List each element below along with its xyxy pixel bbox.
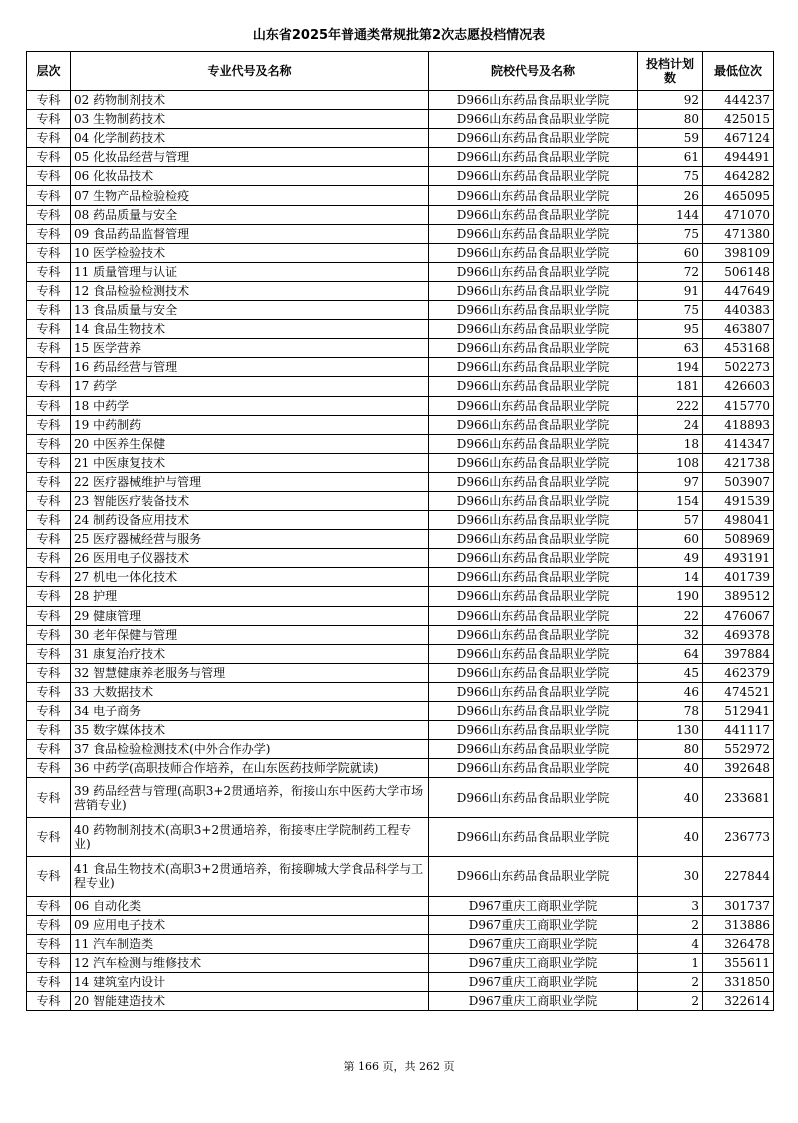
page-title: 山东省2025年普通类常规批第2次志愿投档情况表 [252,28,546,43]
cell-plan: 75 [638,224,703,243]
cell-school: D966山东药品食品职业学院 [429,377,638,396]
cell-major: 10 医学检验技术 [71,243,429,262]
cell-level: 专科 [27,148,71,167]
cell-school: D966山东药品食品职业学院 [429,644,638,663]
table-row [27,740,774,759]
cell-rank: 426603 [703,377,774,396]
cell-level: 专科 [27,511,71,530]
cell-plan: 40 [638,817,703,856]
cell-level: 专科 [27,934,71,953]
cell-plan: 95 [638,320,703,339]
cell-major: 05 化妆品经营与管理 [71,148,429,167]
cell-plan: 2 [638,992,703,1011]
cell-level: 专科 [27,472,71,491]
cell-plan: 108 [638,453,703,472]
cell-major: 39 药品经营与管理(高职3+2贯通培养，衔接山东中医药大学市场营销专业) [71,778,429,817]
cell-plan: 75 [638,301,703,320]
cell-rank: 313886 [703,915,774,934]
table-row [27,606,774,625]
cell-plan: 24 [638,415,703,434]
cell-school: D966山东药品食品职业学院 [429,110,638,129]
cell-major: 26 医用电子仪器技术 [71,549,429,568]
cell-rank: 326478 [703,934,774,953]
cell-school: D967重庆工商职业学院 [429,934,638,953]
cell-major: 14 建筑室内设计 [71,972,429,991]
cell-major: 18 中药学 [71,396,429,415]
cell-rank: 506148 [703,262,774,281]
cell-rank: 463807 [703,320,774,339]
table-row [27,301,774,320]
cell-level: 专科 [27,320,71,339]
cell-school: D966山东药品食品职业学院 [429,778,638,817]
cell-plan: 60 [638,530,703,549]
cell-rank: 414347 [703,434,774,453]
cell-plan: 190 [638,587,703,606]
cell-major: 08 药品质量与安全 [71,205,429,224]
cell-level: 专科 [27,568,71,587]
cell-major: 02 药物制剂技术 [71,91,429,110]
table-row [27,205,774,224]
cell-major: 06 化妆品技术 [71,167,429,186]
table-row [27,281,774,300]
cell-level: 专科 [27,759,71,778]
cell-level: 专科 [27,740,71,759]
table-row [27,511,774,530]
cell-major: 34 电子商务 [71,702,429,721]
table-row [27,915,774,934]
cell-level: 专科 [27,396,71,415]
cell-school: D966山东药品食品职业学院 [429,434,638,453]
cell-rank: 552972 [703,740,774,759]
cell-rank: 498041 [703,511,774,530]
cell-rank: 415770 [703,396,774,415]
cell-level: 专科 [27,606,71,625]
cell-level: 专科 [27,972,71,991]
table-row [27,587,774,606]
table-row [27,702,774,721]
cell-plan: 144 [638,205,703,224]
cell-rank: 444237 [703,91,774,110]
cell-plan: 75 [638,167,703,186]
cell-rank: 440383 [703,301,774,320]
table-row [27,896,774,915]
cell-school: D966山东药品食品职业学院 [429,358,638,377]
table-row [27,224,774,243]
cell-rank: 494491 [703,148,774,167]
cell-plan: 80 [638,110,703,129]
cell-major: 21 中医康复技术 [71,453,429,472]
cell-rank: 474521 [703,682,774,701]
table-row [27,934,774,953]
cell-plan: 18 [638,434,703,453]
cell-school: D966山东药品食品职业学院 [429,587,638,606]
cell-major: 24 制药设备应用技术 [71,511,429,530]
cell-rank: 355611 [703,953,774,972]
cell-school: D966山东药品食品职业学院 [429,568,638,587]
cell-rank: 441117 [703,721,774,740]
cell-plan: 4 [638,934,703,953]
cell-major: 12 汽车检测与维修技术 [71,953,429,972]
cell-school: D966山东药品食品职业学院 [429,129,638,148]
cell-level: 专科 [27,953,71,972]
cell-major: 12 食品检验检测技术 [71,281,429,300]
cell-school: D967重庆工商职业学院 [429,972,638,991]
cell-level: 专科 [27,434,71,453]
cell-major: 31 康复治疗技术 [71,644,429,663]
cell-plan: 14 [638,568,703,587]
cell-plan: 61 [638,148,703,167]
header-level: 层次 [27,52,71,91]
cell-rank: 418893 [703,415,774,434]
page-footer: 第 166 页，共 262 页 [343,1060,455,1073]
table-row [27,625,774,644]
cell-rank: 392648 [703,759,774,778]
table-row [27,110,774,129]
table-row [27,396,774,415]
cell-school: D966山东药品食品职业学院 [429,530,638,549]
cell-school: D966山东药品食品职业学院 [429,625,638,644]
cell-level: 专科 [27,91,71,110]
cell-level: 专科 [27,992,71,1011]
cell-plan: 181 [638,377,703,396]
cell-school: D966山东药品食品职业学院 [429,857,638,896]
cell-major: 41 食品生物技术(高职3+2贯通培养，衔接聊城大学食品科学与工程专业) [71,857,429,896]
cell-plan: 40 [638,759,703,778]
cell-rank: 397884 [703,644,774,663]
cell-school: D966山东药品食品职业学院 [429,262,638,281]
cell-level: 专科 [27,817,71,856]
cell-plan: 194 [638,358,703,377]
cell-level: 专科 [27,129,71,148]
table-row [27,992,774,1011]
cell-level: 专科 [27,915,71,934]
cell-rank: 389512 [703,587,774,606]
cell-plan: 45 [638,663,703,682]
cell-rank: 236773 [703,817,774,856]
cell-plan: 3 [638,896,703,915]
cell-school: D966山东药品食品职业学院 [429,682,638,701]
table-row [27,377,774,396]
cell-rank: 401739 [703,568,774,587]
cell-level: 专科 [27,224,71,243]
cell-rank: 331850 [703,972,774,991]
cell-level: 专科 [27,644,71,663]
cell-major: 07 生物产品检验检疫 [71,186,429,205]
cell-plan: 97 [638,472,703,491]
table-row [27,415,774,434]
table-row [27,778,774,817]
cell-plan: 2 [638,972,703,991]
table-row [27,759,774,778]
cell-major: 29 健康管理 [71,606,429,625]
cell-plan: 32 [638,625,703,644]
cell-level: 专科 [27,896,71,915]
cell-level: 专科 [27,778,71,817]
header-school: 院校代号及名称 [429,52,638,91]
cell-major: 06 自动化类 [71,896,429,915]
cell-rank: 467124 [703,129,774,148]
cell-plan: 78 [638,702,703,721]
header-plan: 投档计划数 [638,52,703,91]
cell-school: D966山东药品食品职业学院 [429,301,638,320]
cell-school: D966山东药品食品职业学院 [429,339,638,358]
cell-level: 专科 [27,262,71,281]
cell-rank: 476067 [703,606,774,625]
table-row [27,339,774,358]
cell-school: D966山东药品食品职业学院 [429,606,638,625]
cell-level: 专科 [27,358,71,377]
cell-level: 专科 [27,682,71,701]
table-row [27,663,774,682]
admission-table [26,51,774,1011]
cell-level: 专科 [27,625,71,644]
cell-school: D966山东药品食品职业学院 [429,320,638,339]
cell-level: 专科 [27,663,71,682]
cell-major: 11 汽车制造类 [71,934,429,953]
cell-major: 20 智能建造技术 [71,992,429,1011]
cell-major: 09 应用电子技术 [71,915,429,934]
cell-rank: 508969 [703,530,774,549]
cell-plan: 92 [638,91,703,110]
table-row [27,721,774,740]
table-body [27,91,774,1011]
cell-major: 16 药品经营与管理 [71,358,429,377]
cell-school: D967重庆工商职业学院 [429,896,638,915]
cell-level: 专科 [27,167,71,186]
cell-school: D966山东药品食品职业学院 [429,91,638,110]
cell-school: D966山东药品食品职业学院 [429,281,638,300]
table-header-row [27,52,774,91]
cell-plan: 46 [638,682,703,701]
cell-level: 专科 [27,243,71,262]
cell-level: 专科 [27,205,71,224]
cell-major: 36 中药学(高职技师合作培养，在山东医药技师学院就读) [71,759,429,778]
cell-level: 专科 [27,587,71,606]
cell-level: 专科 [27,549,71,568]
cell-school: D966山东药品食品职业学院 [429,663,638,682]
table-row [27,434,774,453]
cell-school: D966山东药品食品职业学院 [429,186,638,205]
table-row [27,91,774,110]
cell-rank: 398109 [703,243,774,262]
cell-major: 35 数字媒体技术 [71,721,429,740]
table-row [27,453,774,472]
cell-major: 30 老年保健与管理 [71,625,429,644]
table-row [27,186,774,205]
cell-rank: 512941 [703,702,774,721]
cell-plan: 49 [638,549,703,568]
table-row [27,243,774,262]
cell-rank: 462379 [703,663,774,682]
cell-plan: 154 [638,491,703,510]
cell-rank: 491539 [703,491,774,510]
table-row [27,491,774,510]
cell-school: D966山东药品食品职业学院 [429,415,638,434]
cell-level: 专科 [27,530,71,549]
cell-school: D966山东药品食品职业学院 [429,549,638,568]
cell-school: D967重庆工商职业学院 [429,992,638,1011]
table-row [27,530,774,549]
cell-plan: 91 [638,281,703,300]
cell-level: 专科 [27,186,71,205]
cell-plan: 80 [638,740,703,759]
cell-level: 专科 [27,415,71,434]
cell-major: 04 化学制药技术 [71,129,429,148]
cell-major: 22 医疗器械维护与管理 [71,472,429,491]
cell-major: 33 大数据技术 [71,682,429,701]
cell-major: 37 食品检验检测技术(中外合作办学) [71,740,429,759]
cell-major: 15 医学营养 [71,339,429,358]
cell-rank: 301737 [703,896,774,915]
cell-school: D966山东药品食品职业学院 [429,511,638,530]
cell-school: D966山东药品食品职业学院 [429,721,638,740]
cell-rank: 425015 [703,110,774,129]
cell-major: 40 药物制剂技术(高职3+2贯通培养，衔接枣庄学院制药工程专业) [71,817,429,856]
cell-level: 专科 [27,281,71,300]
cell-rank: 227844 [703,857,774,896]
cell-school: D966山东药品食品职业学院 [429,205,638,224]
cell-level: 专科 [27,702,71,721]
cell-school: D966山东药品食品职业学院 [429,453,638,472]
cell-rank: 471070 [703,205,774,224]
header-rank: 最低位次 [703,52,774,91]
cell-major: 32 智慧健康养老服务与管理 [71,663,429,682]
cell-level: 专科 [27,721,71,740]
cell-rank: 502273 [703,358,774,377]
cell-plan: 40 [638,778,703,817]
cell-major: 25 医疗器械经营与服务 [71,530,429,549]
cell-level: 专科 [27,453,71,472]
cell-school: D966山东药品食品职业学院 [429,491,638,510]
cell-plan: 63 [638,339,703,358]
table-row [27,568,774,587]
cell-rank: 493191 [703,549,774,568]
cell-major: 23 智能医疗装备技术 [71,491,429,510]
cell-school: D966山东药品食品职业学院 [429,243,638,262]
table-row [27,358,774,377]
cell-major: 13 食品质量与安全 [71,301,429,320]
cell-major: 17 药学 [71,377,429,396]
table-row [27,972,774,991]
cell-rank: 503907 [703,472,774,491]
cell-plan: 26 [638,186,703,205]
table-row [27,472,774,491]
cell-plan: 59 [638,129,703,148]
table-row [27,682,774,701]
cell-school: D966山东药品食品职业学院 [429,148,638,167]
cell-rank: 233681 [703,778,774,817]
cell-major: 09 食品药品监督管理 [71,224,429,243]
cell-school: D966山东药品食品职业学院 [429,472,638,491]
table-row [27,262,774,281]
cell-plan: 130 [638,721,703,740]
table-row [27,549,774,568]
cell-level: 专科 [27,491,71,510]
cell-plan: 1 [638,953,703,972]
table-row [27,129,774,148]
table-row [27,857,774,896]
cell-major: 27 机电一体化技术 [71,568,429,587]
table-row [27,320,774,339]
cell-rank: 465095 [703,186,774,205]
cell-rank: 421738 [703,453,774,472]
cell-school: D966山东药品食品职业学院 [429,759,638,778]
cell-school: D967重庆工商职业学院 [429,915,638,934]
cell-plan: 2 [638,915,703,934]
cell-level: 专科 [27,110,71,129]
cell-plan: 30 [638,857,703,896]
cell-rank: 469378 [703,625,774,644]
cell-rank: 464282 [703,167,774,186]
cell-plan: 22 [638,606,703,625]
cell-plan: 57 [638,511,703,530]
cell-major: 11 质量管理与认证 [71,262,429,281]
cell-major: 19 中药制药 [71,415,429,434]
cell-plan: 72 [638,262,703,281]
cell-major: 03 生物制药技术 [71,110,429,129]
cell-rank: 447649 [703,281,774,300]
cell-level: 专科 [27,339,71,358]
cell-school: D967重庆工商职业学院 [429,953,638,972]
cell-major: 14 食品生物技术 [71,320,429,339]
cell-rank: 322614 [703,992,774,1011]
cell-rank: 471380 [703,224,774,243]
cell-school: D966山东药品食品职业学院 [429,740,638,759]
cell-school: D966山东药品食品职业学院 [429,167,638,186]
cell-school: D966山东药品食品职业学院 [429,224,638,243]
cell-school: D966山东药品食品职业学院 [429,396,638,415]
cell-school: D966山东药品食品职业学院 [429,817,638,856]
cell-plan: 64 [638,644,703,663]
cell-level: 专科 [27,857,71,896]
cell-major: 20 中医养生保健 [71,434,429,453]
table-row [27,644,774,663]
table-row [27,953,774,972]
cell-major: 28 护理 [71,587,429,606]
cell-plan: 222 [638,396,703,415]
header-major: 专业代号及名称 [71,52,429,91]
cell-level: 专科 [27,377,71,396]
cell-school: D966山东药品食品职业学院 [429,702,638,721]
cell-level: 专科 [27,301,71,320]
table-row [27,167,774,186]
table-row [27,817,774,856]
table-row [27,148,774,167]
cell-plan: 60 [638,243,703,262]
cell-rank: 453168 [703,339,774,358]
